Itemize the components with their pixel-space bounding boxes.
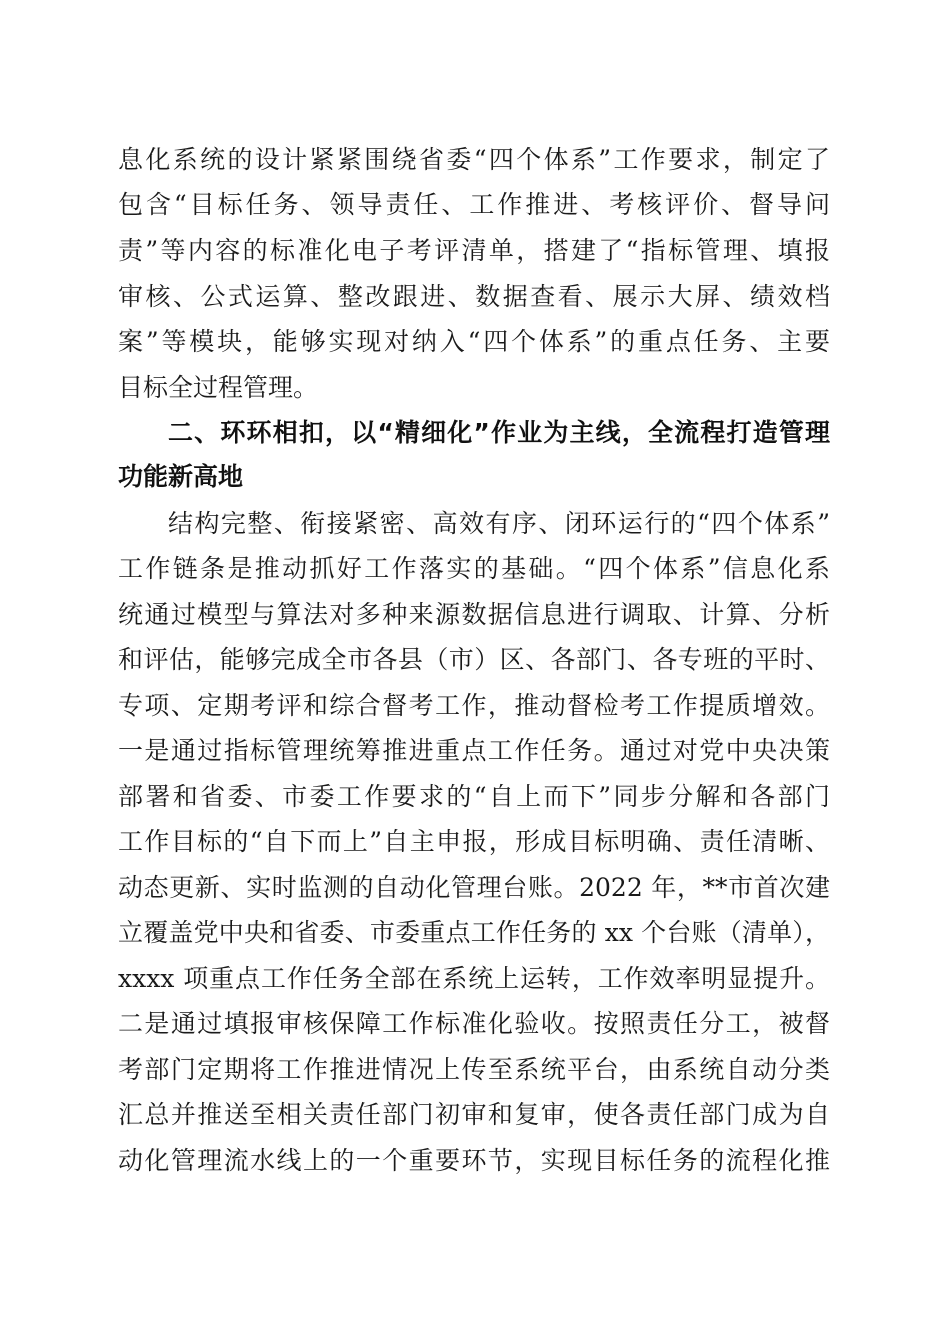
paragraph-line: 动化管理流水线上的一个重要环节，实现目标任务的流程化推 [118, 1146, 830, 1175]
paragraph-line: 汇总并推送至相关责任部门初审和复审，使各责任部门成为自 [118, 1100, 830, 1129]
paragraph-line: 目标全过程管理。 [118, 373, 319, 402]
paragraph-line: 结构完整、衔接紧密、高效有序、闭环运行的“四个体系” [168, 509, 830, 538]
paragraph-line: xxxx 项重点工作任务全部在系统上运转，工作效率明显提升。 [118, 964, 830, 993]
section-heading: 二、环环相扣，以“精细化”作业为主线，全流程打造管理 [168, 418, 830, 447]
paragraph-line: 专项、定期考评和综合督考工作，推动督检考工作提质增效。 [118, 691, 830, 720]
paragraph-line: 工作目标的“自下而上”自主申报，形成目标明确、责任清晰、 [118, 827, 830, 856]
section-heading: 功能新高地 [118, 462, 244, 491]
paragraph-line: 动态更新、实时监测的自动化管理台账。2022 年，**市首次建 [118, 873, 830, 902]
paragraph-line: 息化系统的设计紧紧围绕省委“四个体系”工作要求，制定了 [118, 145, 830, 174]
paragraph-line: 案”等模块，能够实现对纳入“四个体系”的重点任务、主要 [118, 327, 830, 356]
paragraph-line: 一是通过指标管理统筹推进重点工作任务。通过对党中央决策 [118, 736, 830, 765]
paragraph-line: 和评估，能够完成全市各县（市）区、各部门、各专班的平时、 [118, 645, 830, 674]
paragraph-line: 考部门定期将工作推进情况上传至系统平台，由系统自动分类 [118, 1055, 830, 1084]
paragraph-line: 责”等内容的标准化电子考评清单，搭建了“指标管理、填报 [118, 236, 830, 265]
paragraph-line: 包含“目标任务、领导责任、工作推进、考核评价、督导问 [118, 190, 830, 219]
paragraph-line: 二是通过填报审核保障工作标准化验收。按照责任分工，被督 [118, 1009, 830, 1038]
paragraph-line: 立覆盖党中央和省委、市委重点工作任务的 xx 个台账（清单）， [118, 918, 830, 947]
paragraph-line: 审核、公式运算、整改跟进、数据查看、展示大屏、绩效档 [118, 282, 830, 311]
paragraph-line: 统通过模型与算法对多种来源数据信息进行调取、计算、分析 [118, 600, 830, 629]
paragraph-line: 部署和省委、市委工作要求的“自上而下”同步分解和各部门 [118, 782, 830, 811]
paragraph-line: 工作链条是推动抓好工作落实的基础。“四个体系”信息化系 [118, 554, 830, 583]
